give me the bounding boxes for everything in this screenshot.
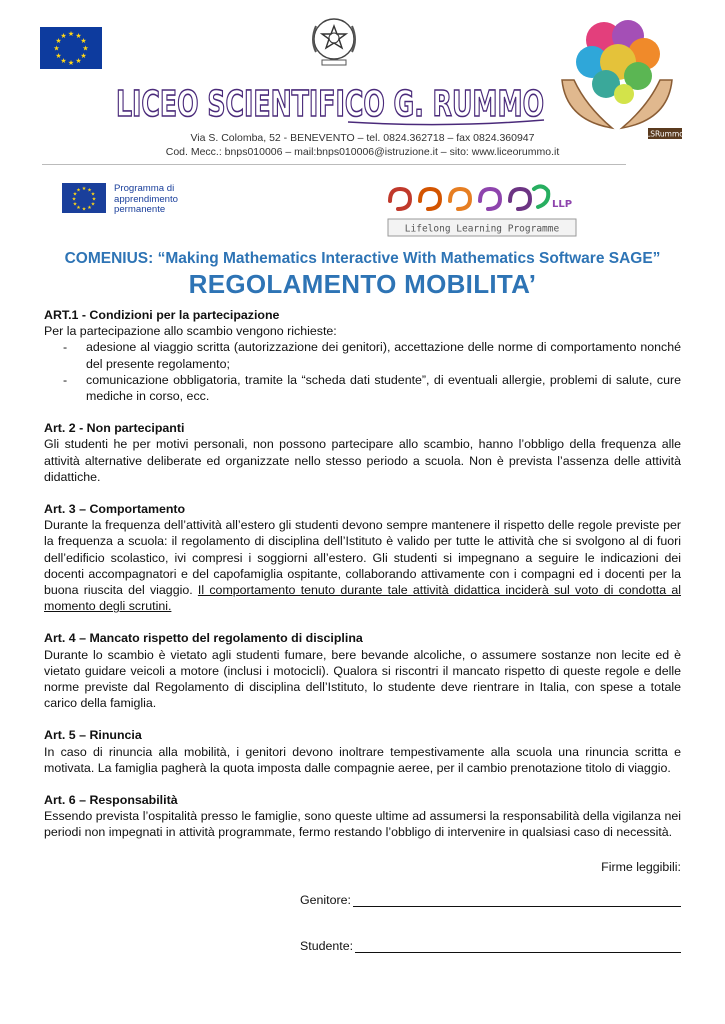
school-name-logo: [116, 74, 546, 128]
brain-hands-logo: [552, 10, 682, 140]
parent-signature-row: [300, 893, 681, 907]
school-contacts: Cod. Mecc.: bnps010006 – mail:bnps010006@istruzione.it – sito: www.liceorummo.it: [165, 146, 560, 158]
student-signature-row: [300, 939, 681, 953]
svg-text:★: ★: [82, 44, 89, 53]
article-text: Essendo prevista l’ospitalità presso le famiglie, sono queste ultime ad assumersi la responsabilità della vigilanza nei periodi non impegnati in attività programmate, fermo restando l’obbligo di intervenire in qualsiasi caso di necessità.: [44, 809, 681, 840]
article-text: Durante lo scambio è vietato agli studenti fumare, bere bevande alcoliche, o assumere sostanze non lecite ed è vietato guidare veicoli a motore (inclusi i motocicli). Qualora si riscontri il mancato rispetto di queste regole e delle norme previste dal Regolamento di disciplina dell’Istituto, lo studente deve rientrare in Italia, con spese a totale carico della famiglia.: [44, 647, 681, 711]
parent-signature-line[interactable]: [353, 893, 681, 907]
header-divider: [42, 164, 626, 165]
llp-text-line3: permanente: [114, 204, 166, 215]
svg-text:★: ★: [75, 57, 82, 65]
article-text: In caso di rinuncia alla mobilità, i genitori devono inoltrare tempestivamente alla scuola una rinuncia scritta e motivata. La famiglia pagherà la quota imposta dalle compagnie aeree, per il cambio prenotazione titolo di viaggio.: [44, 744, 681, 775]
svg-text:★: ★: [87, 187, 92, 194]
conduct-grade-note: Il comportamento tenuto durante tale attività didattica inciderà sul voto di condotta al momento degli scrutini.: [44, 583, 681, 614]
article-intro: Per la partecipazione allo scambio vengono richieste:: [44, 324, 337, 339]
svg-text:★: ★: [81, 186, 87, 192]
svg-text:★: ★: [76, 205, 81, 211]
svg-text:★: ★: [60, 32, 67, 40]
requirements-list: [44, 339, 681, 404]
school-name-wordmark: [116, 74, 546, 128]
svg-text:★: ★: [67, 30, 75, 38]
llp-programme-logo: [62, 183, 200, 213]
article-text: Gli studenti he per motivi personali, non possono partecipare allo scambio, hanno l’obbligo della frequenza alle attività alternative deliberate ed organizzate nello stesso periodo a scuola. Non è prevista l’assenza delle attività didattiche.: [44, 437, 681, 484]
student-signature-line[interactable]: [355, 939, 681, 953]
article-5: [44, 727, 681, 776]
article-text-block: [44, 517, 681, 614]
svg-text:★: ★: [90, 191, 96, 198]
svg-text:★: ★: [90, 201, 96, 208]
lll-caption: Lifelong Learning Programme: [404, 223, 560, 235]
list-item: - adesione al viaggio scritta (autorizzazione dei genitori), accettazione delle norme di comportamento nonché del presente regolamento;: [44, 339, 681, 371]
eu-flag-small-logo: [62, 183, 106, 213]
lll-badge: LLP: [552, 199, 573, 210]
article-text: Durante la frequenza dell’attività all’estero gli studenti devono sempre mantenere il rispetto delle regole previste per la frequenza a scuola: il regolamento di disciplina dell’Istituto è valido per tutte le attività che si svolgono al di fuori dell’edificio scolastico, ivi compresi i soggiorni all’estero. Gli studenti si impegnano a seguire le indicazioni dei docenti accompagnatori e del capofamiglia ospitante, collaborando attivamente con i compagni ed i docenti per la buona riuscita del viaggio.: [44, 518, 681, 598]
article-3: [44, 501, 681, 614]
article-heading: Art. 2 - Non partecipanti: [44, 421, 185, 436]
regulation-body: [44, 307, 681, 841]
svg-text:★: ★: [55, 52, 62, 60]
svg-text:★: ★: [91, 196, 97, 203]
document-title: REGOLAMENTO MOBILITA’: [188, 269, 537, 299]
svg-text:★: ★: [75, 32, 82, 40]
svg-text:★: ★: [60, 57, 67, 65]
svg-text:★: ★: [67, 59, 75, 67]
signature-heading: Firme leggibili:: [601, 860, 681, 874]
project-title: COMENIUS: “Making Mathematics Interactive With Mathematics Software SAGE”: [64, 250, 661, 267]
article-2: [44, 420, 681, 485]
article-heading: Art. 5 – Rinuncia: [44, 728, 142, 743]
article-heading: Art. 3 – Comportamento: [44, 502, 186, 517]
svg-text:★: ★: [80, 37, 87, 45]
article-4: [44, 630, 681, 711]
llp-programme-text: [114, 184, 204, 216]
lifelong-learning-logo: [384, 181, 580, 239]
brain-logo-label: LSRummo: [646, 129, 684, 139]
svg-text:★: ★: [81, 206, 87, 213]
parent-signature-label: Genitore:: [300, 893, 351, 907]
llp-text-line2: apprendimento: [114, 193, 179, 205]
svg-text:★: ★: [76, 187, 81, 194]
llp-text-line1: Programma di: [114, 183, 175, 194]
svg-text:★: ★: [71, 196, 77, 203]
svg-text:★: ★: [53, 44, 60, 53]
svg-text:★: ★: [80, 52, 87, 60]
article-heading: ART.1 - Condizioni per la partecipazione: [44, 308, 280, 322]
article-heading: Art. 4 – Mancato rispetto del regolamento di disciplina: [44, 631, 363, 646]
italian-republic-emblem: [306, 12, 362, 70]
svg-text:★: ★: [72, 201, 78, 208]
svg-text:★: ★: [72, 191, 78, 198]
svg-text:★: ★: [55, 37, 62, 45]
eu-flag-logo: [40, 27, 102, 69]
list-item: - comunicazione obbligatoria, tramite la “scheda dati studente”, di eventuali allergie, problemi di salute, cure mediche in corso, ecc.: [44, 372, 681, 404]
student-signature-label: Studente:: [300, 939, 354, 953]
article-6: [44, 792, 681, 841]
article-1: [44, 307, 681, 404]
school-name-text: LICEO SCIENTIFICO G. RUMMO: [116, 84, 544, 125]
svg-text:★: ★: [87, 205, 92, 211]
article-heading: Art. 6 – Responsabilità: [44, 793, 178, 808]
signature-section: [300, 860, 681, 953]
school-address: Via S. Colomba, 52 - BENEVENTO – tel. 0824.362718 – fax 0824.360947: [190, 132, 535, 144]
